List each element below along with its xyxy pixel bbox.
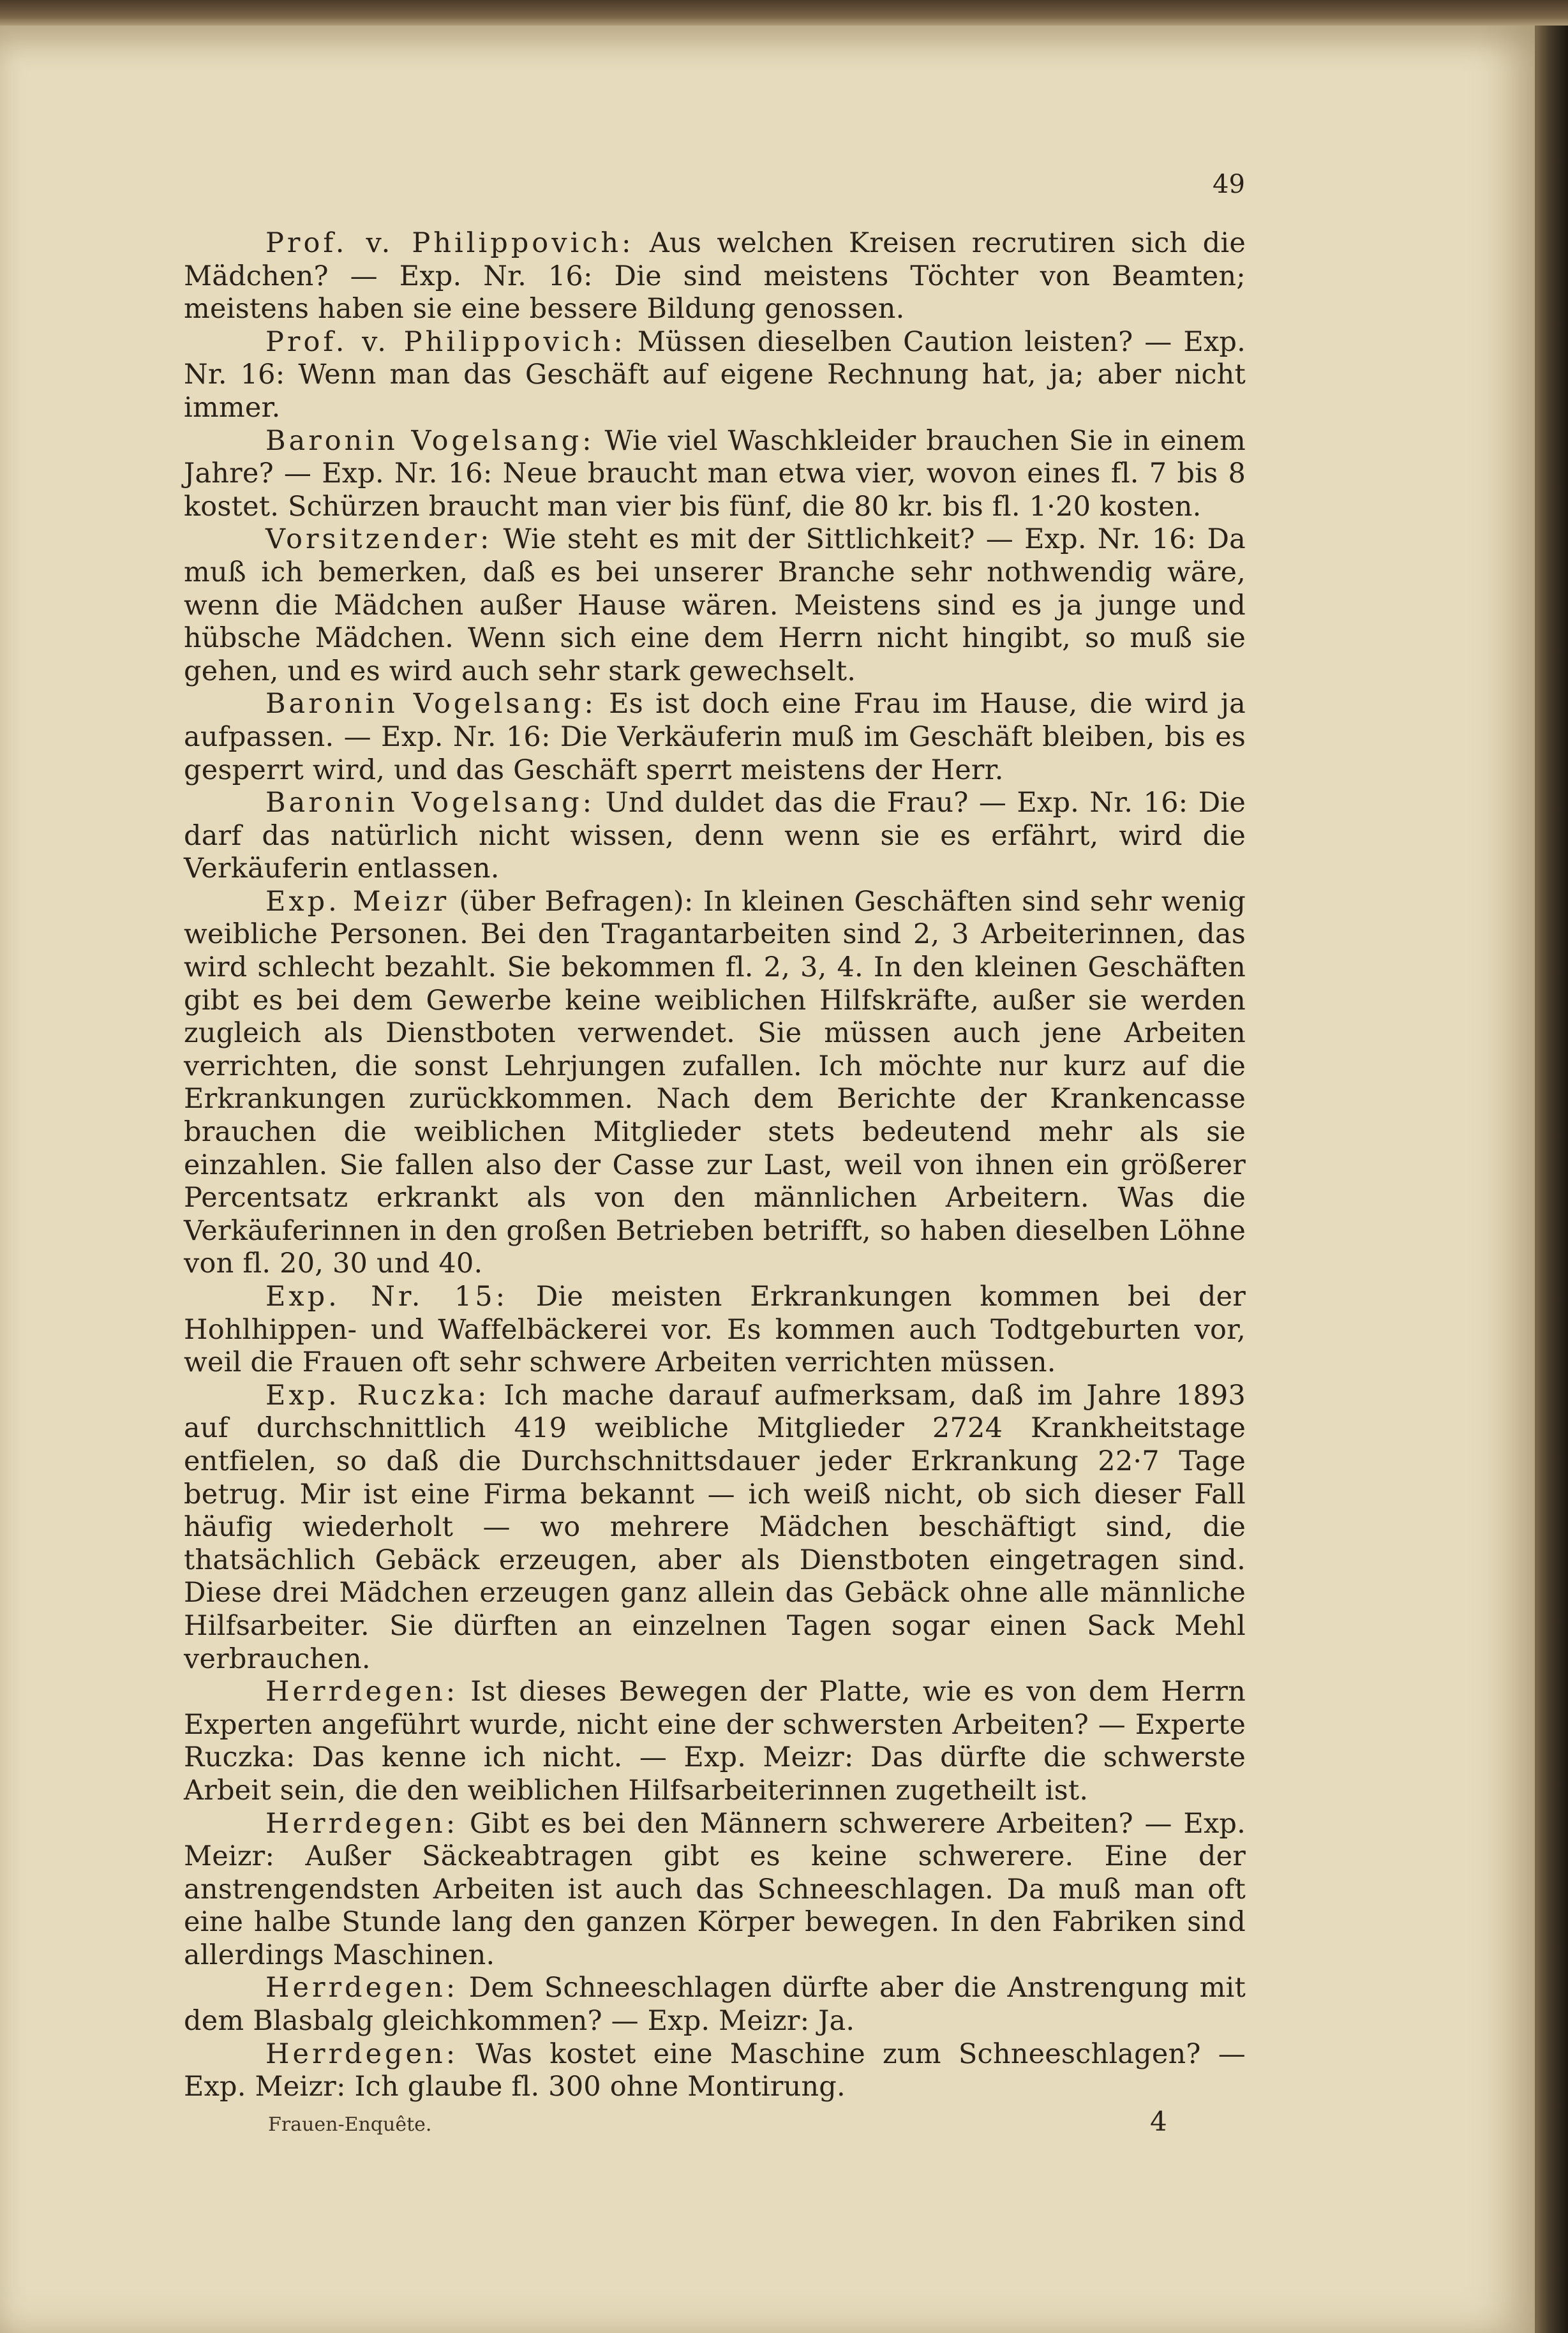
paragraph — [184, 1281, 1246, 1380]
book-right-edge — [1535, 26, 1568, 2333]
paragraph — [184, 1808, 1246, 1972]
paragraph-text: Und duldet das die Frau? — Exp. Nr. 16: Die darf das natürlich nicht wissen, denn wenn sie es erfährt, wird die Verkäuferin entlassen. — [184, 787, 1246, 885]
paragraph — [184, 787, 1246, 886]
paragraph — [184, 886, 1246, 1281]
speaker-name: Baronin Vogelsang: — [265, 787, 595, 819]
paragraph-text: Die meisten Erkrankungen kommen bei der Hohlhippen- und Waffelbäckerei vor. Es kommen auch Todtgeburten vor, weil die Frauen oft sehr schwere Arbeiten verrichten müssen. — [184, 1281, 1246, 1379]
speaker-name: Herrdegen: — [265, 1807, 459, 1840]
paragraph — [184, 1380, 1246, 1676]
speaker-name: Vorsitzender: — [265, 523, 493, 556]
footer-title: Frauen-Enquête. — [268, 2113, 432, 2136]
paragraph-text: Was kostet eine Maschine zum Schneeschlagen? — Exp. Meizr: Ich glaube fl. 300 ohne Montirung. — [184, 2038, 1246, 2103]
paragraph-text: (über Befragen): In kleinen Geschäften sind sehr wenig weibliche Personen. Bei den Tragantarbeiten sind 2, 3 Arbeiterinnen, das wird schlecht bezahlt. Sie bekommen fl. 2, 3, 4. In den kleinen Geschäften gibt es bei dem Gewerbe keine weiblichen Hilfskräfte, außer sie werden zugleich als Dienstboten verwendet. Sie müssen auch jene Arbeiten verrichten, die sonst Lehrjungen zufallen. Ich möchte nur kurz auf die Erkrankungen zurückkommen. Nach dem Berichte der Krankencasse brauchen die weiblichen Mitglieder stets bedeutend mehr als sie einzahlen. Sie fallen also der Casse zur Last, weil von ihnen ein größerer Percentsatz erkrankt als von den männlichen Arbeitern. Was die Verkäuferinnen in den großen Betrieben betrifft, so haben dieselben Löhne von fl. 20, 30 und 40. — [184, 885, 1246, 1280]
speaker-name: Prof. v. Philippovich: — [265, 227, 634, 259]
paragraph-text: Ich mache darauf aufmerksam, daß im Jahre 1893 auf durchschnittlich 419 weibliche Mitglieder 2724 Krankheitstage entfielen, so daß die Durchschnittsdauer jeder Erkrankung 22·7 Tage betrug. Mir ist eine Firma bekannt — ich weiß nicht, ob sich dieser Fall häufig wiederholt — wo mehrere Mädchen beschäftigt sind, die thatsächlich Gebäck erzeugen, aber als Dienstboten eingetragen sind. Diese drei Mädchen erzeugen ganz allein das Gebäck ohne alle männliche Hilfsarbeiter. Sie dürften an einzelnen Tagen sogar einen Sack Mehl verbrauchen. — [184, 1379, 1246, 1675]
speaker-name: Exp. Nr. 15: — [265, 1281, 509, 1313]
speaker-name: Exp. Meizr — [265, 885, 450, 918]
paragraph-text: Gibt es bei den Männern schwerere Arbeiten? — Exp. Meizr: Außer Säckeabtragen gibt es keine schwerere. Eine der anstrengendsten Arbeiten ist auch das Schneeschlagen. Da muß man oft eine halbe Stunde lang den ganzen Körper bewegen. In den Fabriken sind allerdings Maschinen. — [184, 1807, 1246, 1971]
speaker-name: Prof. v. Philippovich: — [265, 325, 626, 358]
paragraph-text: Wie viel Waschkleider brauchen Sie in einem Jahre? — Exp. Nr. 16: Neue braucht man etwa vier, wovon eines fl. 7 bis 8 kostet. Schürzen braucht man vier bis fünf, die 80 kr. bis fl. 1·20 kosten. — [184, 424, 1246, 523]
paragraph — [184, 1676, 1246, 1807]
main-text — [184, 227, 1246, 2104]
page-number: 49 — [1213, 170, 1245, 199]
paragraph-text: Dem Schneeschlagen dürfte aber die Anstrengung mit dem Blasbalg gleichkommen? — Exp. Meizr: Ja. — [184, 1972, 1246, 2038]
paragraph-text: Müssen dieselben Caution leisten? — Exp. Nr. 16: Wenn man das Geschäft auf eigene Rechnung hat, ja; aber nicht immer. — [184, 325, 1246, 424]
paragraph-text: Ist dieses Bewegen der Platte, wie es von dem Herrn Experten angeführt wurde, nicht eine der schwersten Arbeiten? — Experte Ruczka: Das kenne ich nicht. — Exp. Meizr: Das dürfte die schwerste Arbeit sein, die den weiblichen Hilfsarbeiterinnen zugetheilt ist. — [184, 1676, 1246, 1807]
speaker-name: Herrdegen: — [265, 1676, 459, 1708]
paragraph — [184, 326, 1246, 425]
paragraph-text: Aus welchen Kreisen recrutiren sich die Mädchen? — Exp. Nr. 16: Die sind meistens Töchter von Beamten; meistens haben sie eine bessere Bildung genossen. — [184, 227, 1246, 325]
paragraph — [184, 227, 1246, 326]
speaker-name: Herrdegen: — [265, 2038, 459, 2070]
paragraph — [184, 425, 1246, 524]
signature-mark: 4 — [1150, 2106, 1167, 2137]
speaker-name: Herrdegen: — [265, 1972, 459, 2004]
speaker-name: Baronin Vogelsang: — [265, 688, 597, 720]
paragraph — [184, 1972, 1246, 2038]
speaker-name: Exp. Ruczka: — [265, 1379, 490, 1412]
paragraph-text: Wie steht es mit der Sittlichkeit? — Exp. Nr. 16: Da muß ich bemerken, daß es bei unserer Branche sehr nothwendig wäre, wenn die Mädchen außer Hause wären. Meistens sind es ja junge und hübsche Mädchen. Wenn sich eine dem Herrn nicht hingibt, so muß sie gehen, und es wird auch sehr stark gewechselt. — [184, 523, 1246, 687]
paragraph — [184, 688, 1246, 787]
paragraph — [184, 2038, 1246, 2104]
paragraph-text: Es ist doch eine Frau im Hause, die wird ja aufpassen. — Exp. Nr. 16: Die Verkäuferin muß im Geschäft bleiben, bis es gesperrt wird, und das Geschäft sperrt meistens der Herr. — [184, 688, 1246, 786]
paragraph — [184, 523, 1246, 688]
speaker-name: Baronin Vogelsang: — [265, 424, 595, 457]
